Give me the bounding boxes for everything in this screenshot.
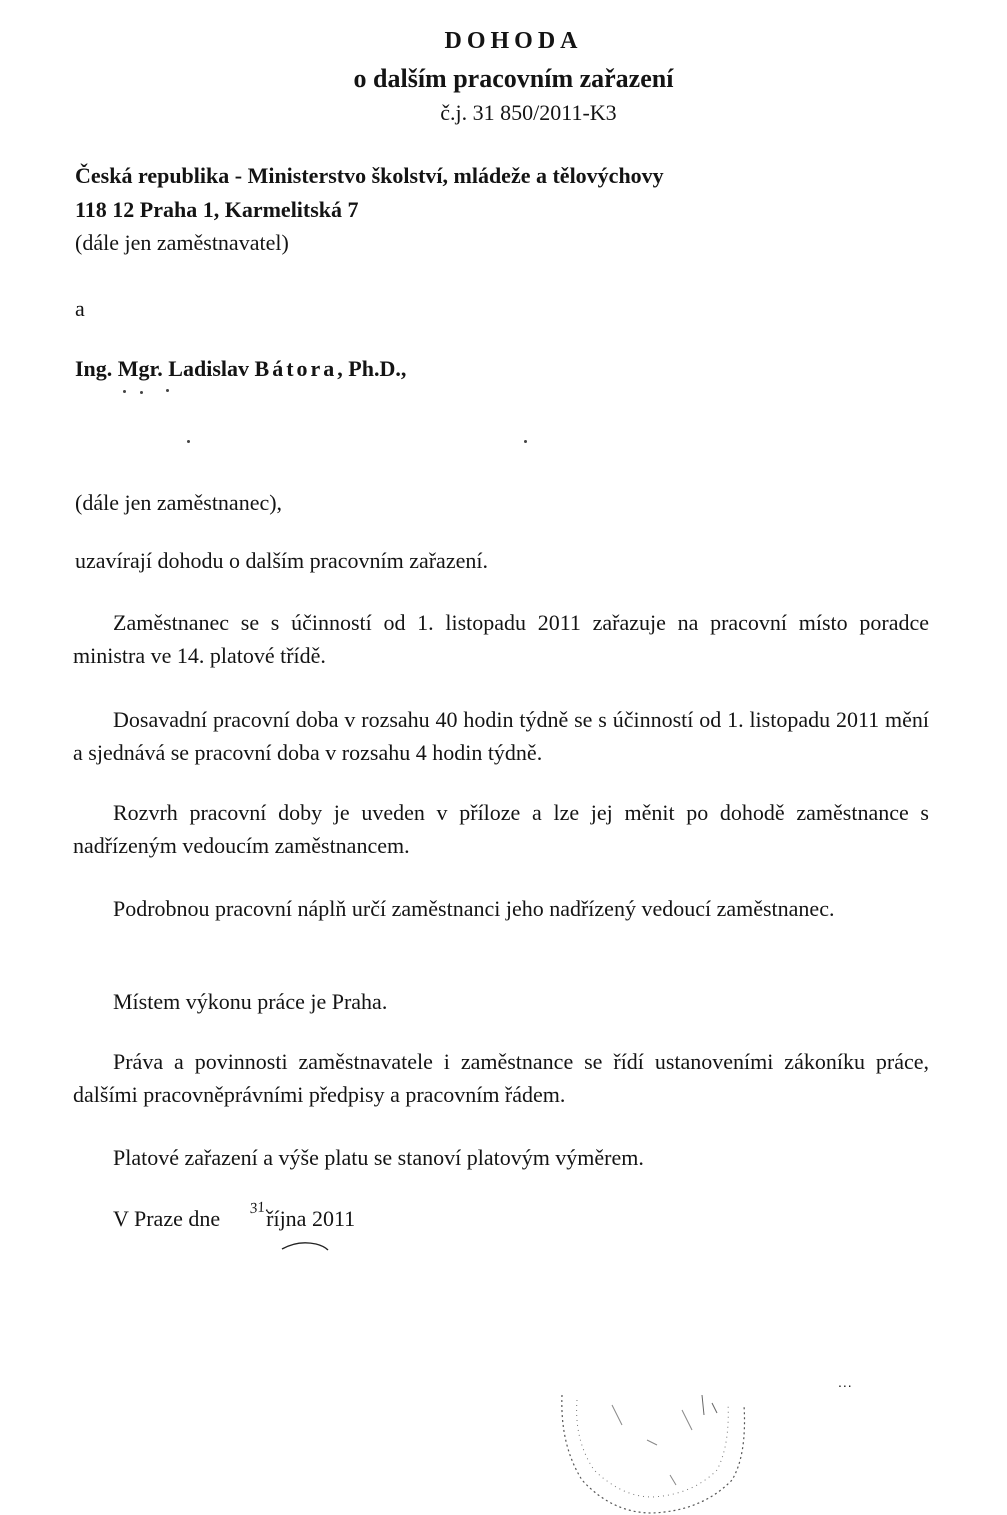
handwritten-underline-mark (280, 1236, 330, 1252)
agreement-intro: uzavírají dohodu o dalším pracovním zařazení. (75, 548, 488, 573)
document-subheading: o dalším pracovním zařazení (353, 64, 674, 93)
paragraph-workplace: Místem výkonu práce je Praha. (113, 989, 388, 1014)
scan-speck (123, 390, 126, 393)
employer-address: 118 12 Praha 1, Karmelitská 7 (75, 197, 359, 222)
signing-date (113, 1206, 355, 1232)
paragraph-schedule: Rozvrh pracovní doby je uveden v příloze a lze jej měnit po dohodě zaměstnance s nadřízeným vedoucím zaměstnancem. (73, 800, 929, 858)
paragraph-working-hours: Dosavadní pracovní doba v rozsahu 40 hodin týdně se s účinností od 1. listopadu 2011 mění a sjednává se pracovní doba v rozsahu 4 hodin týdně. (73, 707, 929, 765)
employee-name-suffix: , Ph.D., (337, 356, 407, 381)
employee-note: (dále jen zaměstnanec), (75, 490, 283, 515)
employee-surname: Bátora (254, 356, 338, 381)
handwritten-day: 31. (248, 1198, 270, 1218)
trailing-dots: ... (838, 1374, 853, 1390)
paragraph-rights-duties: Práva a povinnosti zaměstnavatele i zaměstnance se řídí ustanoveními zákoníku práce, dalšími pracovněprávními předpisy a pracovním řádem. (73, 1049, 929, 1107)
paragraph-salary: Platové zařazení a výše platu se stanoví platovým výměrem. (113, 1145, 644, 1170)
reference-number: č.j. 31 850/2011-K3 (440, 100, 617, 125)
date-month-year: října 2011 (266, 1206, 356, 1231)
paragraph-placement: Zaměstnanec se s účinností od 1. listopadu 2011 zařazuje na pracovní místo poradce ministra ve 14. platové třídě. (73, 610, 929, 668)
scan-speck (140, 391, 143, 394)
employer-note: (dále jen zaměstnavatel) (75, 230, 289, 255)
official-stamp (552, 1385, 752, 1515)
date-place: V Praze dne (113, 1206, 221, 1231)
document-heading: DOHODA (444, 28, 583, 54)
scan-speck (187, 440, 190, 443)
conjunction: a (75, 296, 85, 321)
paragraph-job-description: Podrobnou pracovní náplň určí zaměstnanci jeho nadřízený vedoucí zaměstnanec. (113, 896, 835, 921)
employee-name (75, 356, 406, 382)
scan-speck (166, 389, 169, 392)
employee-name-prefix: Ing. Mgr. Ladislav (75, 356, 255, 381)
scan-speck (524, 440, 527, 443)
employer-name: Česká republika - Ministerstvo školství, mládeže a tělovýchovy (75, 163, 664, 188)
